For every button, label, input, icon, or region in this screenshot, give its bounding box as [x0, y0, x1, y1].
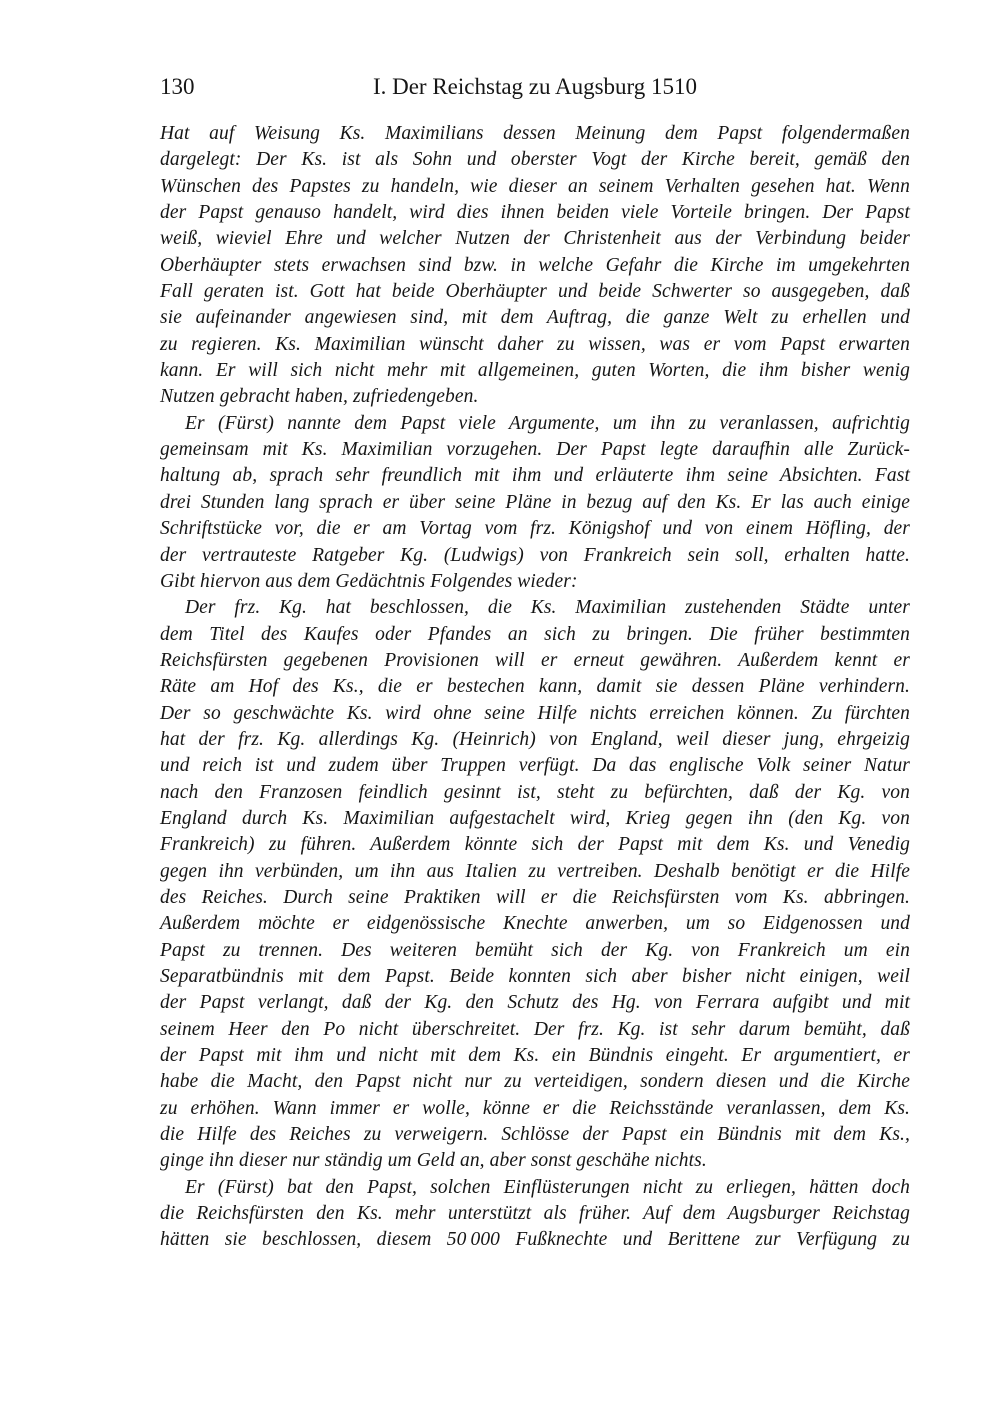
- text-line: hat der frz. Kg. allerdings Kg. (Heinrich) von England, weil dieser jung, ehrgeizig: [160, 728, 910, 750]
- page-number: 130: [160, 74, 195, 99]
- text-line: die Hilfe des Reiches zu verweigern. Schlösse der Papst ein Bündnis mit dem Ks.,: [160, 1124, 910, 1146]
- text-line: ginge ihn dieser nur ständig um Geld an, aber sonst geschähe nichts.: [160, 1150, 707, 1172]
- page-body: [160, 121, 910, 1254]
- text-line: gegen ihn verbünden, um ihn aus Italien zu vertreiben. Deshalb benötigt er die Hilfe: [160, 860, 910, 882]
- text-line: habe die Macht, den Papst nicht nur zu verteidigen, sondern diesen und die Kirche: [160, 1071, 910, 1093]
- text-line: und reich ist und zudem über Truppen verfügt. Da das englische Volk seiner Natur: [160, 755, 910, 777]
- text-line: Wünschen des Papstes zu handeln, wie dieser an seinem Verhalten gesehen hat. Wenn: [160, 175, 910, 197]
- text-line: dem Titel des Kaufes oder Pfandes an sich zu bringen. Die früher bestimmten: [160, 623, 910, 645]
- text-line: der Papst genauso handelt, wird dies ihnen beiden viele Vorteile bringen. Der Papst: [160, 202, 910, 224]
- text-line: Der frz. Kg. hat beschlossen, die Ks. Maximilian zustehenden Städte unter: [185, 597, 910, 619]
- text-line: Schriftstücke vor, die er am Vortag vom frz. Königshof und von einem Höfling, der: [160, 518, 910, 540]
- paragraph: [160, 121, 910, 411]
- text-line: England durch Ks. Maximilian aufgestachelt wird, Krieg gegen ihn (den Kg. von: [160, 807, 910, 829]
- text-line: nach den Franzosen feindlich gesinnt ist, steht zu befürchten, daß der Kg. von: [160, 781, 910, 803]
- running-header-title: I. Der Reichstag zu Augsburg 1510: [372, 74, 698, 99]
- text-line: Frankreich) zu führen. Außerdem könnte sich der Papst mit dem Ks. und Venedig: [160, 834, 910, 856]
- page-header: [160, 73, 910, 103]
- text-line: Außerdem möchte er eidgenössische Knechte anwerben, um so Eidgenossen und: [160, 913, 910, 935]
- text-line: zu erhöhen. Wann immer er wolle, könne er die Reichsstände veranlassen, dem Ks.: [160, 1097, 910, 1119]
- paragraph: [160, 1175, 910, 1254]
- text-line: Gibt hiervon aus dem Gedächtnis Folgendes wieder:: [160, 570, 578, 592]
- text-line: haltung ab, sprach sehr freundlich mit ihm und erläuterte ihm seine Absichten. Fast: [160, 465, 910, 487]
- text-line: sie aufeinander angewiesen sind, mit dem Auftrag, die ganze Welt zu erhellen und: [160, 307, 910, 329]
- text-line: die Reichsfürsten den Ks. mehr unterstützt als früher. Auf dem Augsburger Reichstag: [160, 1203, 910, 1225]
- text-line: Er (Fürst) bat den Papst, solchen Einflüsterungen nicht zu erliegen, hätten doch: [185, 1176, 910, 1198]
- text-line: Oberhäupter stets erwachsen sind bzw. in welche Gefahr die Kirche im umgekehrten: [160, 254, 910, 276]
- text-line: Fall geraten ist. Gott hat beide Oberhäupter und beide Schwerter so ausgegeben, daß: [160, 281, 910, 303]
- text-line: Der so geschwächte Ks. wird ohne seine Hilfe nichts erreichen können. Zu fürchten: [160, 702, 910, 724]
- text-line: weiß, wieviel Ehre und welcher Nutzen der Christenheit aus der Verbindung beider: [160, 228, 910, 250]
- text-line: Separatbündnis mit dem Papst. Beide konnten sich aber bisher nicht einigen, weil: [160, 966, 910, 987]
- paragraph: [160, 411, 910, 595]
- text-line: Er (Fürst) nannte dem Papst viele Argumente, um ihn zu veranlassen, aufrichtig: [185, 412, 910, 434]
- text-line: zu regieren. Ks. Maximilian wünscht daher zu wissen, was er vom Papst erwarten: [160, 333, 910, 355]
- text-line: des Reiches. Durch seine Praktiken will er die Reichsfürsten vom Ks. abbringen.: [160, 886, 910, 908]
- text-line: seinem Heer den Po nicht überschreitet. Der frz. Kg. ist sehr darum bemüht, daß: [160, 1018, 910, 1040]
- text-line: Reichsfürsten gegebenen Provisionen will er erneut gewähren. Außerdem kennt er: [160, 649, 910, 671]
- text-line: der Papst mit ihm und nicht mit dem Ks. ein Bündnis eingeht. Er argumentiert, er: [160, 1045, 910, 1067]
- text-line: gemeinsam mit Ks. Maximilian vorzugehen. Der Papst legte daraufhin alle Zurück-: [160, 439, 910, 461]
- text-line: drei Stunden lang sprach er über seine Pläne in bezug auf den Ks. Er las auch einige: [160, 491, 910, 513]
- text-line: Papst zu trennen. Des weiteren bemüht sich der Kg. von Frankreich um ein: [160, 939, 910, 961]
- paragraph: [160, 595, 910, 1175]
- text-line: Nutzen gebracht haben, zufriedengeben.: [160, 386, 479, 408]
- text-line: Räte am Hof des Ks., die er bestechen kann, damit sie dessen Pläne verhindern.: [160, 676, 910, 698]
- text-line: Hat auf Weisung Ks. Maximilians dessen Meinung dem Papst folgendermaßen: [160, 123, 910, 144]
- text-line: hätten sie beschlossen, diesem 50 000 Fußknechte und Berittene zur Verfügung zu: [160, 1229, 910, 1251]
- text-line: der vertrauteste Ratgeber Kg. (Ludwigs) von Frankreich sein soll, erhalten hatte.: [160, 544, 910, 566]
- text-line: dargelegt: Der Ks. ist als Sohn und oberster Vogt der Kirche bereit, gemäß den: [160, 149, 910, 171]
- text-line: kann. Er will sich nicht mehr mit allgemeinen, guten Worten, die ihm bisher wenig: [160, 360, 910, 382]
- text-line: der Papst verlangt, daß der Kg. den Schutz des Hg. von Ferrara aufgibt und mit: [160, 992, 910, 1014]
